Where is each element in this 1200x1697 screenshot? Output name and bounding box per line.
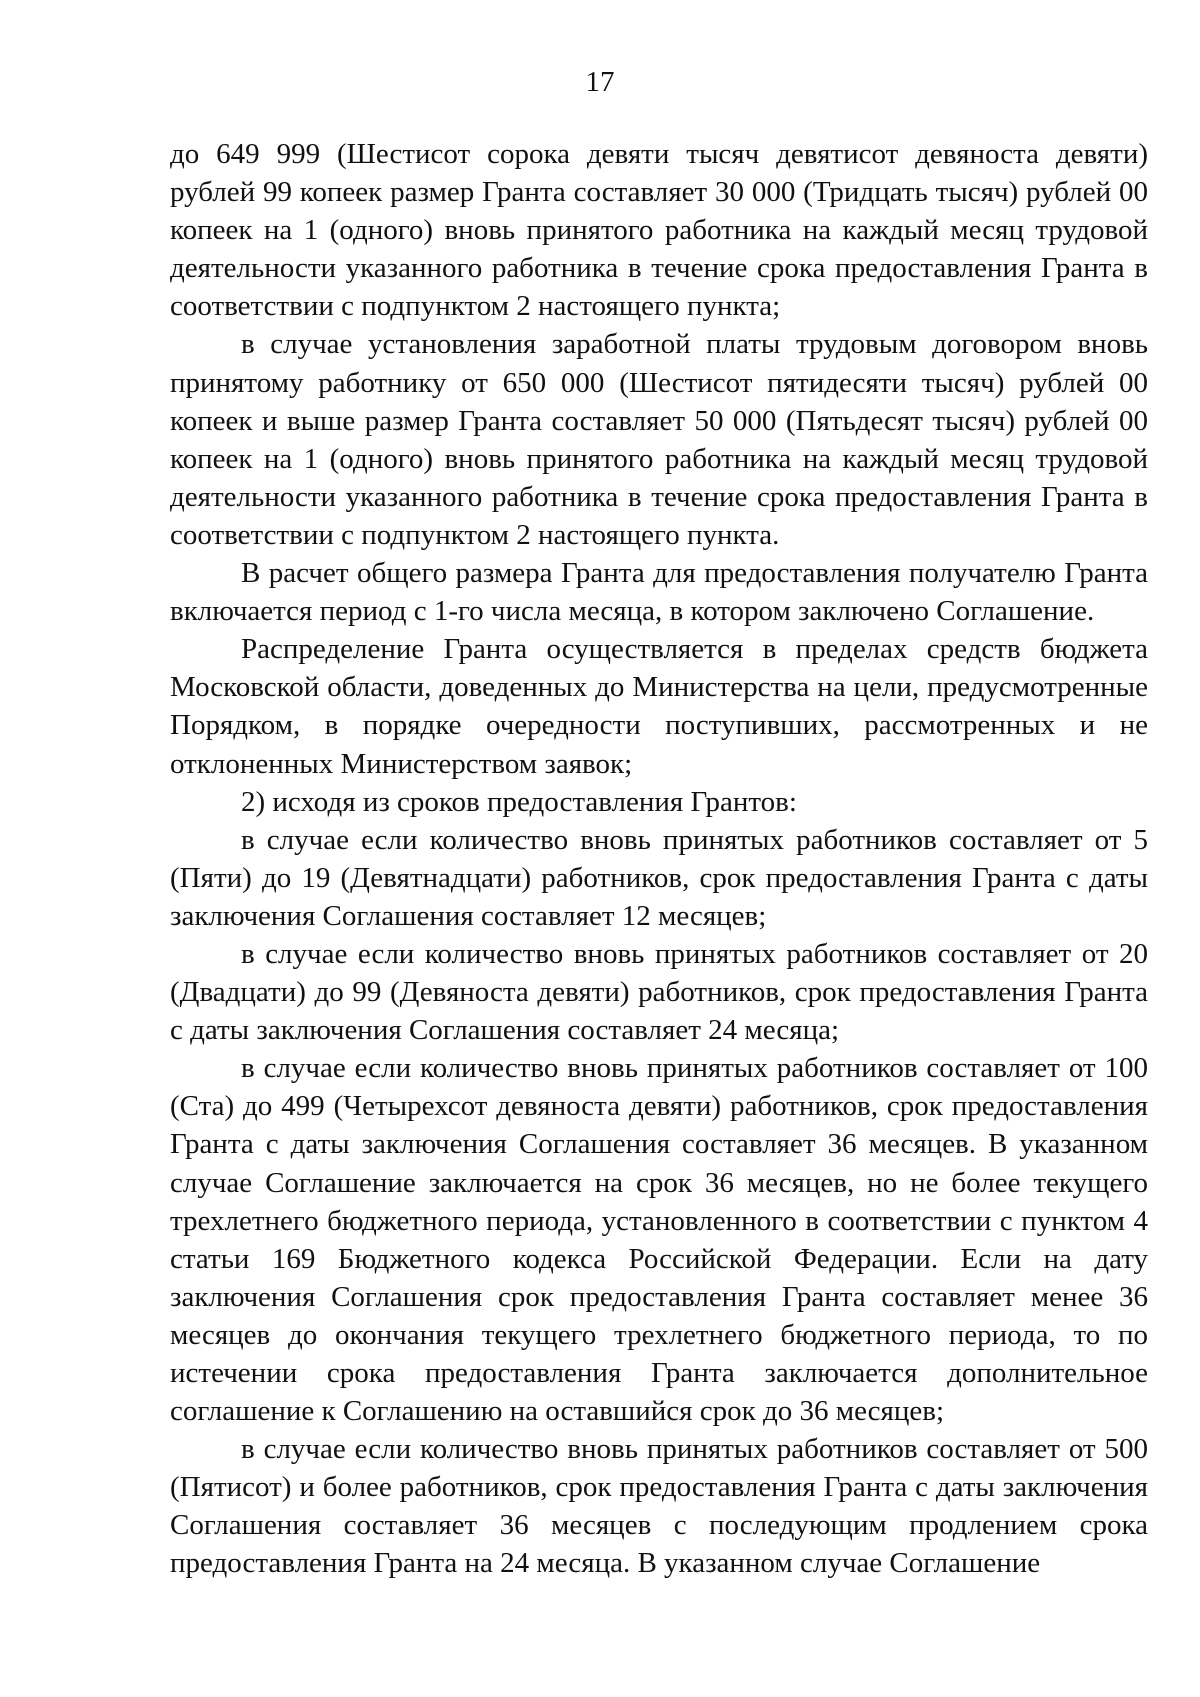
paragraph-grant-terms-heading: 2) исходя из сроков предоставления Грантов: [241, 785, 797, 818]
paragraph-term-20-99-workers: в случае если количество вновь принятых работников составляет от 20 (Двадцати) до 99 (Девяноста девяти) работников, срок предоставления Гранта с даты заключения Соглашения составляет 24 месяца; [170, 937, 1148, 1047]
paragraph-term-500-plus-workers: в случае если количество вновь принятых работников составляет от 500 (Пятисот) и более работников, срок предоставления Гранта с даты заключения Соглашения составляет 36 месяцев с последующим продлением срока предоставления Гранта на 24 месяца. В указанном случае Соглашение [170, 1433, 1148, 1580]
paragraph-grant-size-650000: в случае установления заработной платы трудовым договором вновь принятому работнику от 650 000 (Шестисот пятидесяти тысяч) рублей 00 копеек и выше размер Гранта составляет 50 000 (Пятьдесят тысяч) рублей 00 копеек на 1 (одного) вновь принятого работника на каждый месяц трудовой деятельности указанного работника в течение срока предоставления Гранта в соответствии с подпунктом 2 настоящего пункта. [170, 328, 1148, 551]
paragraph-term-5-19-workers: в случае если количество вновь принятых работников составляет от 5 (Пяти) до 19 (Девятнадцати) работников, срок предоставления Гранта с даты заключения Соглашения составляет 12 месяцев; [170, 823, 1148, 932]
document-body [170, 135, 1148, 1583]
paragraph-grant-calculation-period: В расчет общего размера Гранта для предоставления получателю Гранта включается период с 1-го числа месяца, в котором заключено Соглашение. [170, 557, 1148, 628]
page-number: 17 [585, 66, 615, 98]
paragraph-grant-size-continuation: до 649 999 (Шестисот сорока девяти тысяч девятисот девяноста девяти) рублей 99 копеек размер Гранта составляет 30 000 (Тридцать тысяч) рублей 00 копеек на 1 (одного) вновь принятого работника на каждый месяц трудовой деятельности указанного работника в течение срока предоставления Гранта в соответствии с подпунктом 2 настоящего пункта; [170, 138, 1148, 323]
paragraph-term-100-499-workers: в случае если количество вновь принятых работников составляет от 100 (Ста) до 499 (Четырехсот девяноста девяти) работников, срок предоставления Гранта с даты заключения Соглашения составляет 36 месяцев. В указанном случае Соглашение заключается на срок 36 месяцев, но не более текущего трехлетнего бюджетного периода, установленного в соответствии с пунктом 4 статьи 169 Бюджетного кодекса Российской Федерации. Если на дату заключения Соглашения срок предоставления Гранта составляет менее 36 месяцев до окончания текущего трехлетнего бюджетного периода, то по истечении срока предоставления Гранта заключается дополнительное соглашение к Соглашению на оставшийся срок до 36 месяцев; [170, 1052, 1148, 1428]
paragraph-grant-distribution: Распределение Гранта осуществляется в пределах средств бюджета Московской области, доведенных до Министерства на цели, предусмотренные Порядком, в порядке очередности поступивших, рассмотренных и не отклоненных Министерством заявок; [170, 633, 1148, 780]
